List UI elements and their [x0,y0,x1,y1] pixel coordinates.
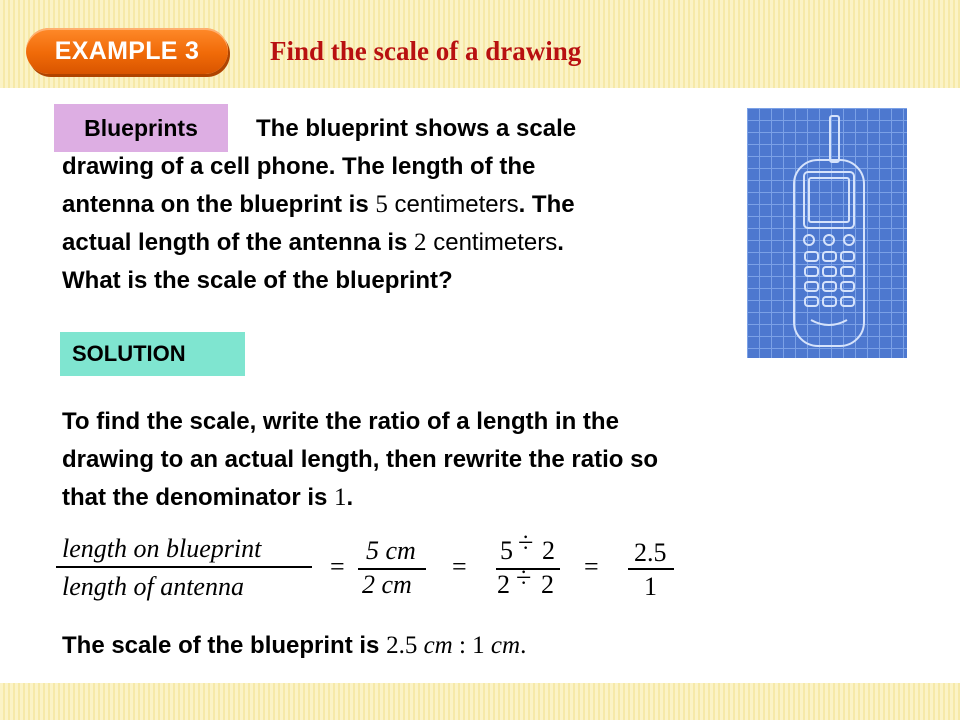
fraction2-denominator-a: 2 [497,570,510,599]
blueprints-label: Blueprints [54,104,228,152]
fraction2-numerator-a: 5 [500,536,513,565]
solution-line-1: To find the scale, write the ratio of a length in the [62,408,619,435]
scale-colon: : [452,632,473,659]
conclusion-end: . [520,632,527,659]
unit-centimeters: centimeters [426,229,558,256]
solution-line-3-text: that the denominator is [62,484,335,511]
denominator-one: 1 [334,484,347,511]
equals-sign-3: = [584,552,599,581]
fraction3-denominator: 1 [644,572,657,601]
lhs-fraction-bar [56,566,312,568]
fraction3-bar [628,568,674,570]
scale-unit-2: cm [484,632,521,659]
antenna-actual-length: 2 [414,229,427,256]
problem-line-3-end: . The [518,191,575,218]
lhs-numerator: length on blueprint [62,534,262,563]
divide-symbol-1: ÷ [518,528,534,559]
problem-line-3 [62,186,575,224]
fraction1-denominator: 2 cm [362,570,412,599]
problem-line-3-text: antenna on the blueprint is [62,191,376,218]
solution-line-2: drawing to an actual length, then rewrite the ratio so [62,446,659,473]
fraction2-denominator-b: 2 [541,570,554,599]
equals-sign-2: = [452,552,467,581]
problem-line-1: The blueprint shows a scale [256,115,577,142]
divide-symbol-2: ÷ [516,563,532,594]
equals-sign-1: = [330,552,345,581]
problem-line-4-text: actual length of the antenna is [62,229,415,256]
antenna-blueprint-length: 5 [375,191,388,218]
fraction3-numerator: 2.5 [634,538,667,567]
footer-band [0,683,960,720]
scale-value-2: 1 [472,632,485,659]
solution-label: SOLUTION [60,332,245,376]
solution-line-3 [62,479,353,517]
fraction2-numerator-b: 2 [542,536,555,565]
problem-line-2: drawing of a cell phone. The length of the [62,153,536,180]
example-title: Find the scale of a drawing [270,36,582,66]
scale-value: 2.5 [386,632,418,659]
conclusion-text: The scale of the blueprint is [62,632,387,659]
fraction1-numerator: 5 cm [366,536,416,565]
problem-line-5: What is the scale of the blueprint? [62,267,453,294]
cell-phone-blueprint-icon [747,108,907,358]
lhs-denominator: length of antenna [62,572,244,601]
conclusion-line [62,627,526,665]
problem-line-4-end: . [557,229,564,256]
solution-line-3-end: . [346,484,354,511]
problem-line-4 [62,224,564,262]
scale-unit-1: cm [417,632,453,659]
unit-centimeters: centimeters [387,191,519,218]
example-badge: EXAMPLE 3 [26,28,228,74]
